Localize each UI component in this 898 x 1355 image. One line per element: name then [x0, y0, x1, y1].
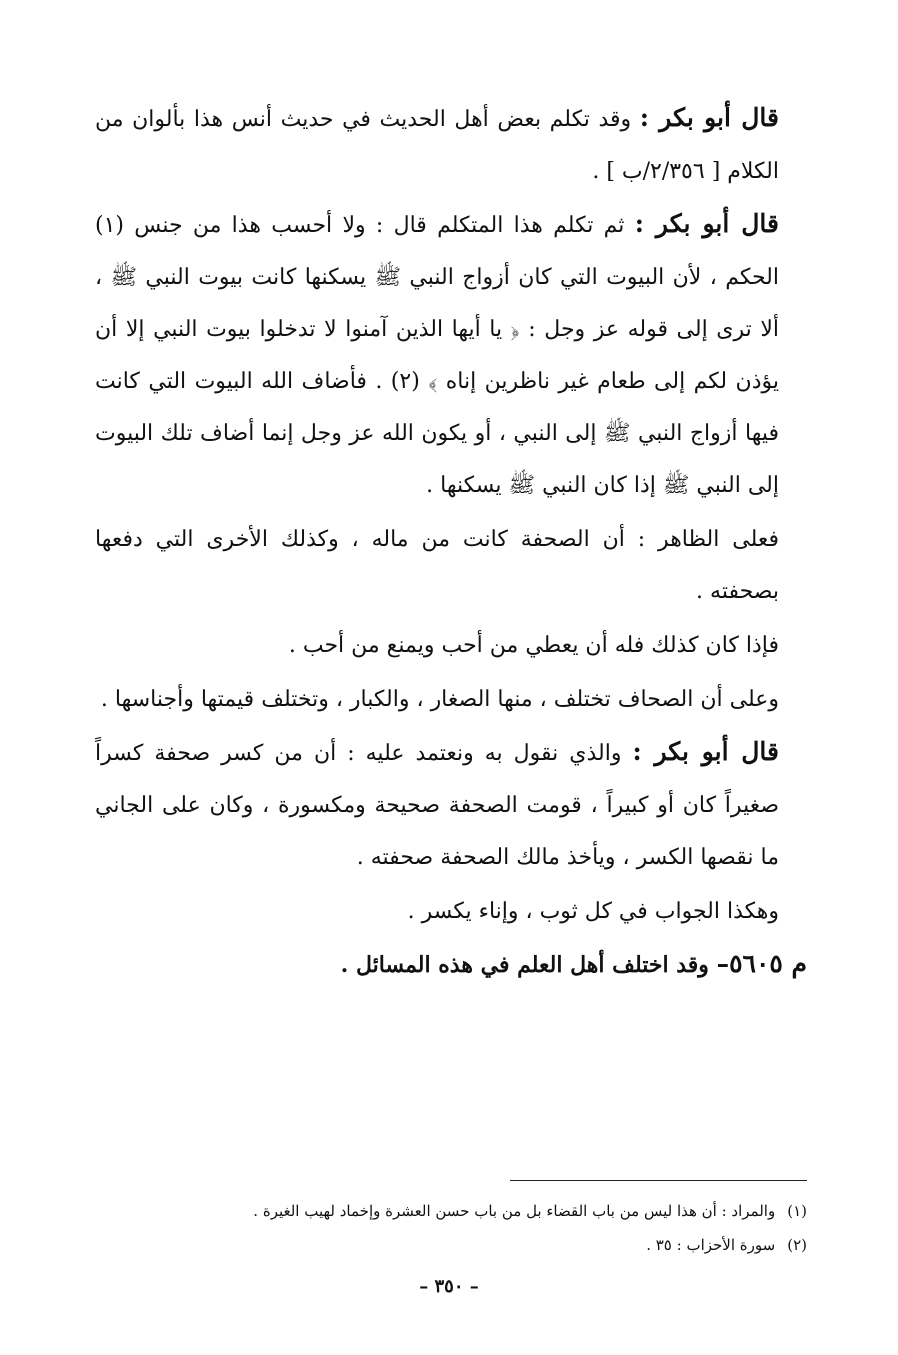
footnote-2 [95, 1228, 807, 1262]
paragraph-text: وعلى أن الصحاف تختلف ، منها الصغار ، والكبار ، وتختلف قيمتها وأجناسها . [100, 687, 779, 712]
main-text [95, 92, 807, 992]
footnote-divider [510, 1180, 807, 1181]
footnote-number: (١) [787, 1202, 807, 1220]
paragraph-1 [95, 92, 807, 198]
footnote-1 [95, 1194, 807, 1228]
paragraph-text: فعلى الظاهر : أن الصحفة كانت من ماله ، وكذلك الأخرى التي دفعها بصحفته . [95, 527, 779, 604]
paragraph-text: وقد اختلف أهل العلم في هذه المسائل . [340, 952, 717, 978]
footnote-text: والمراد : أن هذا ليس من باب القضاء بل من باب حسن العشرة وإخماد لهيب الغيرة . [253, 1202, 776, 1220]
paragraph-7 [95, 884, 807, 938]
paragraph-8 [95, 938, 807, 992]
footnote-text: سورة الأحزاب : ٣٥ . [646, 1236, 776, 1254]
paragraph-lead: قال أبو بكر : [632, 737, 780, 766]
page-number: – ٣٥٠ – [419, 1276, 479, 1297]
paragraph-3 [95, 512, 807, 618]
paragraph-text: وقد تكلم بعض أهل الحديث في حديث أنس هذا بألوان من الكلام [ ٢/٣٥٦/ب ] . [95, 107, 779, 184]
paragraph-2 [95, 198, 807, 512]
paragraph-lead: قال أبو بكر : [639, 103, 779, 132]
paragraph-text: فإذا كان كذلك فله أن يعطي من أحب ويمنع من أحب . [288, 633, 779, 658]
footnotes [95, 1194, 807, 1262]
paragraph-lead: قال أبو بكر : [634, 209, 780, 238]
paragraph-4 [95, 618, 807, 672]
paragraph-text: وهكذا الجواب في كل ثوب ، وإناء يكسر . [407, 899, 779, 924]
paragraph-text: والذي نقول به ونعتمد عليه : أن من كسر صحفة كسراً صغيراً كان أو كبيراً ، قومت الصحفة صحيحة ومكسورة ، وكان على الجاني ما نقصها الكسر ، ويأخذ مالك الصحفة صحفته . [95, 741, 779, 870]
paragraph-text: ثم تكلم هذا المتكلم قال : ولا أحسب هذا من جنس (١) الحكم ، لأن البيوت التي كان أزواج النبي ﷺ يسكنها كانت بيوت النبي ﷺ ، ألا ترى إلى قوله عز وجل : ﴿ يا أيها الذين آمنوا لا تدخلوا بيوت النبي إلا أن يؤذن لكم إلى طعام غير ناظرين إناه ﴾ (٢) . فأضاف الله البيوت التي كانت فيها أزواج النبي ﷺ إلى النبي ، أو يكون الله عز وجل إنما أضاف تلك البيوت إلى النبي ﷺ إذا كان النبي ﷺ يسكنها . [95, 213, 779, 498]
footnote-number: (٢) [787, 1236, 807, 1254]
paragraph-6 [95, 726, 807, 884]
paragraph-5 [95, 672, 807, 726]
issue-number: م ٥٦٠٥– [716, 949, 807, 978]
